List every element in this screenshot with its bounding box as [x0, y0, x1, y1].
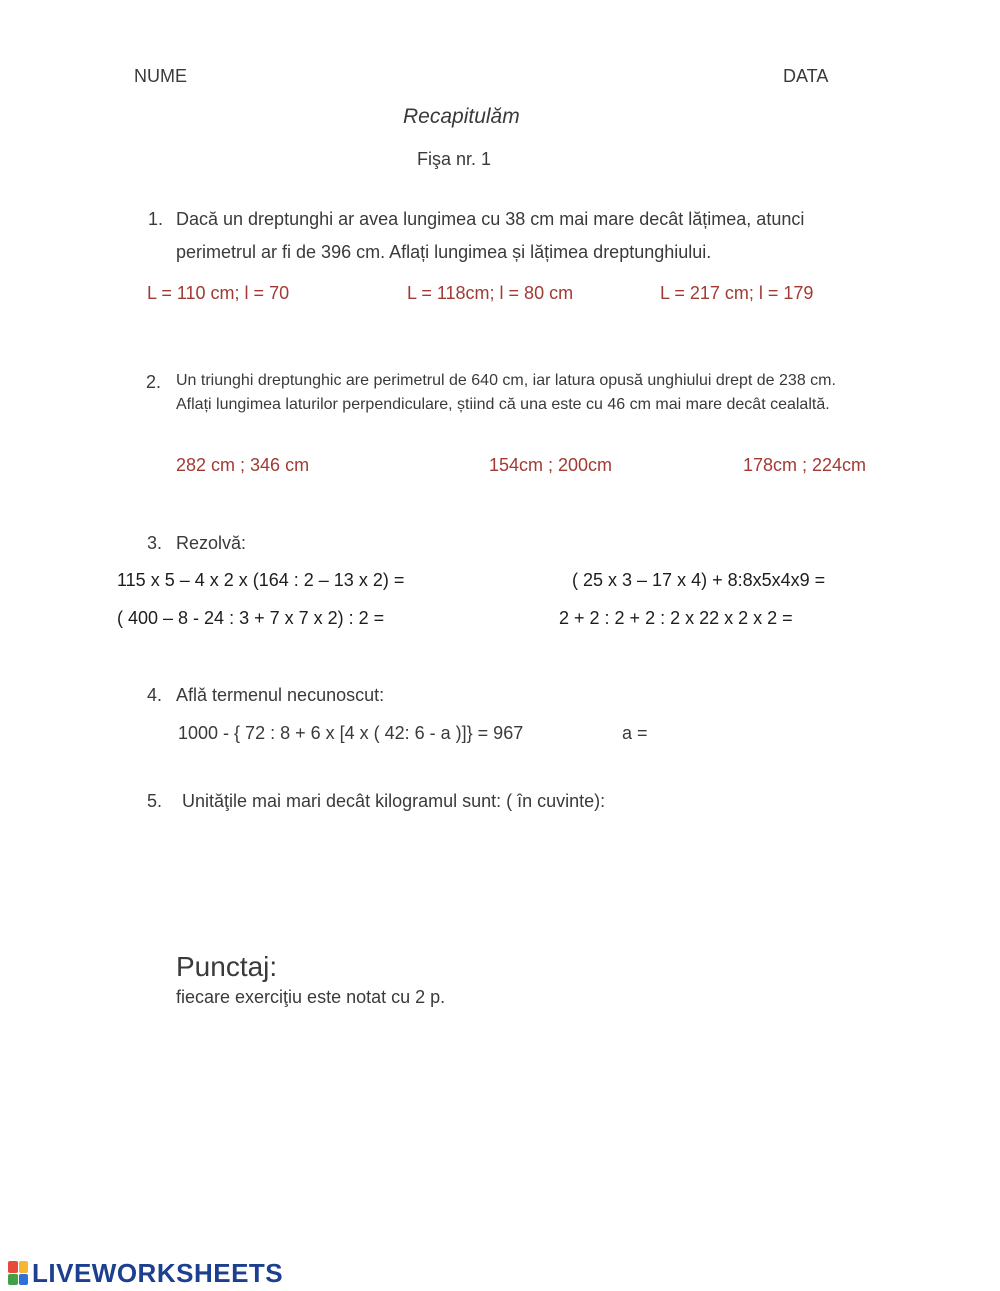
page-subtitle: Fişa nr. 1: [417, 149, 492, 169]
q2-option-1[interactable]: 282 cm ; 346 cm: [176, 455, 310, 475]
q4-answer-label: a =: [622, 723, 648, 743]
q3-expression-3: ( 400 – 8 - 24 : 3 + 7 x 7 x 2) : 2 =: [117, 608, 385, 628]
q2-text: Un triunghi dreptunghic are perimetrul de 640 cm, iar latura opusă unghiului drept de 238 cm. Aflați lungimea laturilor perpendiculare, știind că una este cu 46 cm mai mare decât cealaltă.: [176, 372, 836, 413]
brand-logo[interactable]: [8, 1259, 283, 1287]
q3-expression-1: 115 x 5 – 4 x 2 x (164 : 2 – 13 x 2) =: [117, 570, 405, 590]
q3-number: 3.: [147, 533, 163, 553]
q1-option-2[interactable]: L = 118cm; l = 80 cm: [407, 283, 574, 303]
q5-number: 5.: [147, 791, 163, 811]
q5-label: Unităţile mai mari decât kilogramul sunt: ( în cuvinte):: [182, 791, 606, 811]
brand-wordmark: LIVEWORKSHEETS: [32, 1258, 284, 1288]
brand-mark-icon: [8, 1261, 28, 1285]
page-title: Recapitulăm: [403, 105, 520, 128]
q1-option-3[interactable]: L = 217 cm; l = 179: [660, 283, 814, 303]
q2-option-3[interactable]: 178cm ; 224cm: [743, 455, 867, 475]
q4-equation: 1000 - { 72 : 8 + 6 x [4 x ( 42: 6 - a )]} = 967: [178, 723, 524, 743]
date-label: DATA: [783, 66, 829, 86]
name-label: NUME: [134, 66, 187, 86]
q4-label: Aflǎ termenul necunoscut:: [176, 685, 385, 705]
q2-number: 2.: [146, 372, 162, 392]
q1-number: 1.: [148, 209, 164, 229]
q4-number: 4.: [147, 685, 163, 705]
q1-text-line1: Dacă un dreptunghi ar avea lungimea cu 38 cm mai mare decât lățimea, atunci: [176, 209, 805, 229]
q1-text-line2: perimetrul ar fi de 396 cm. Aflați lungimea și lățimea dreptunghiului.: [176, 242, 712, 262]
q3-label: Rezolvă:: [176, 533, 247, 553]
q3-expression-4: 2 + 2 : 2 + 2 : 2 x 22 x 2 x 2 =: [559, 608, 793, 628]
q1-option-1[interactable]: L = 110 cm; l = 70: [147, 283, 290, 303]
q2-option-2[interactable]: 154cm ; 200cm: [489, 455, 613, 475]
q3-expression-2: ( 25 x 3 – 17 x 4) + 8:8x5x4x9 =: [572, 570, 826, 590]
score-heading: Punctaj:: [176, 951, 278, 982]
score-note: fiecare exerciţiu este notat cu 2 p.: [176, 987, 446, 1007]
